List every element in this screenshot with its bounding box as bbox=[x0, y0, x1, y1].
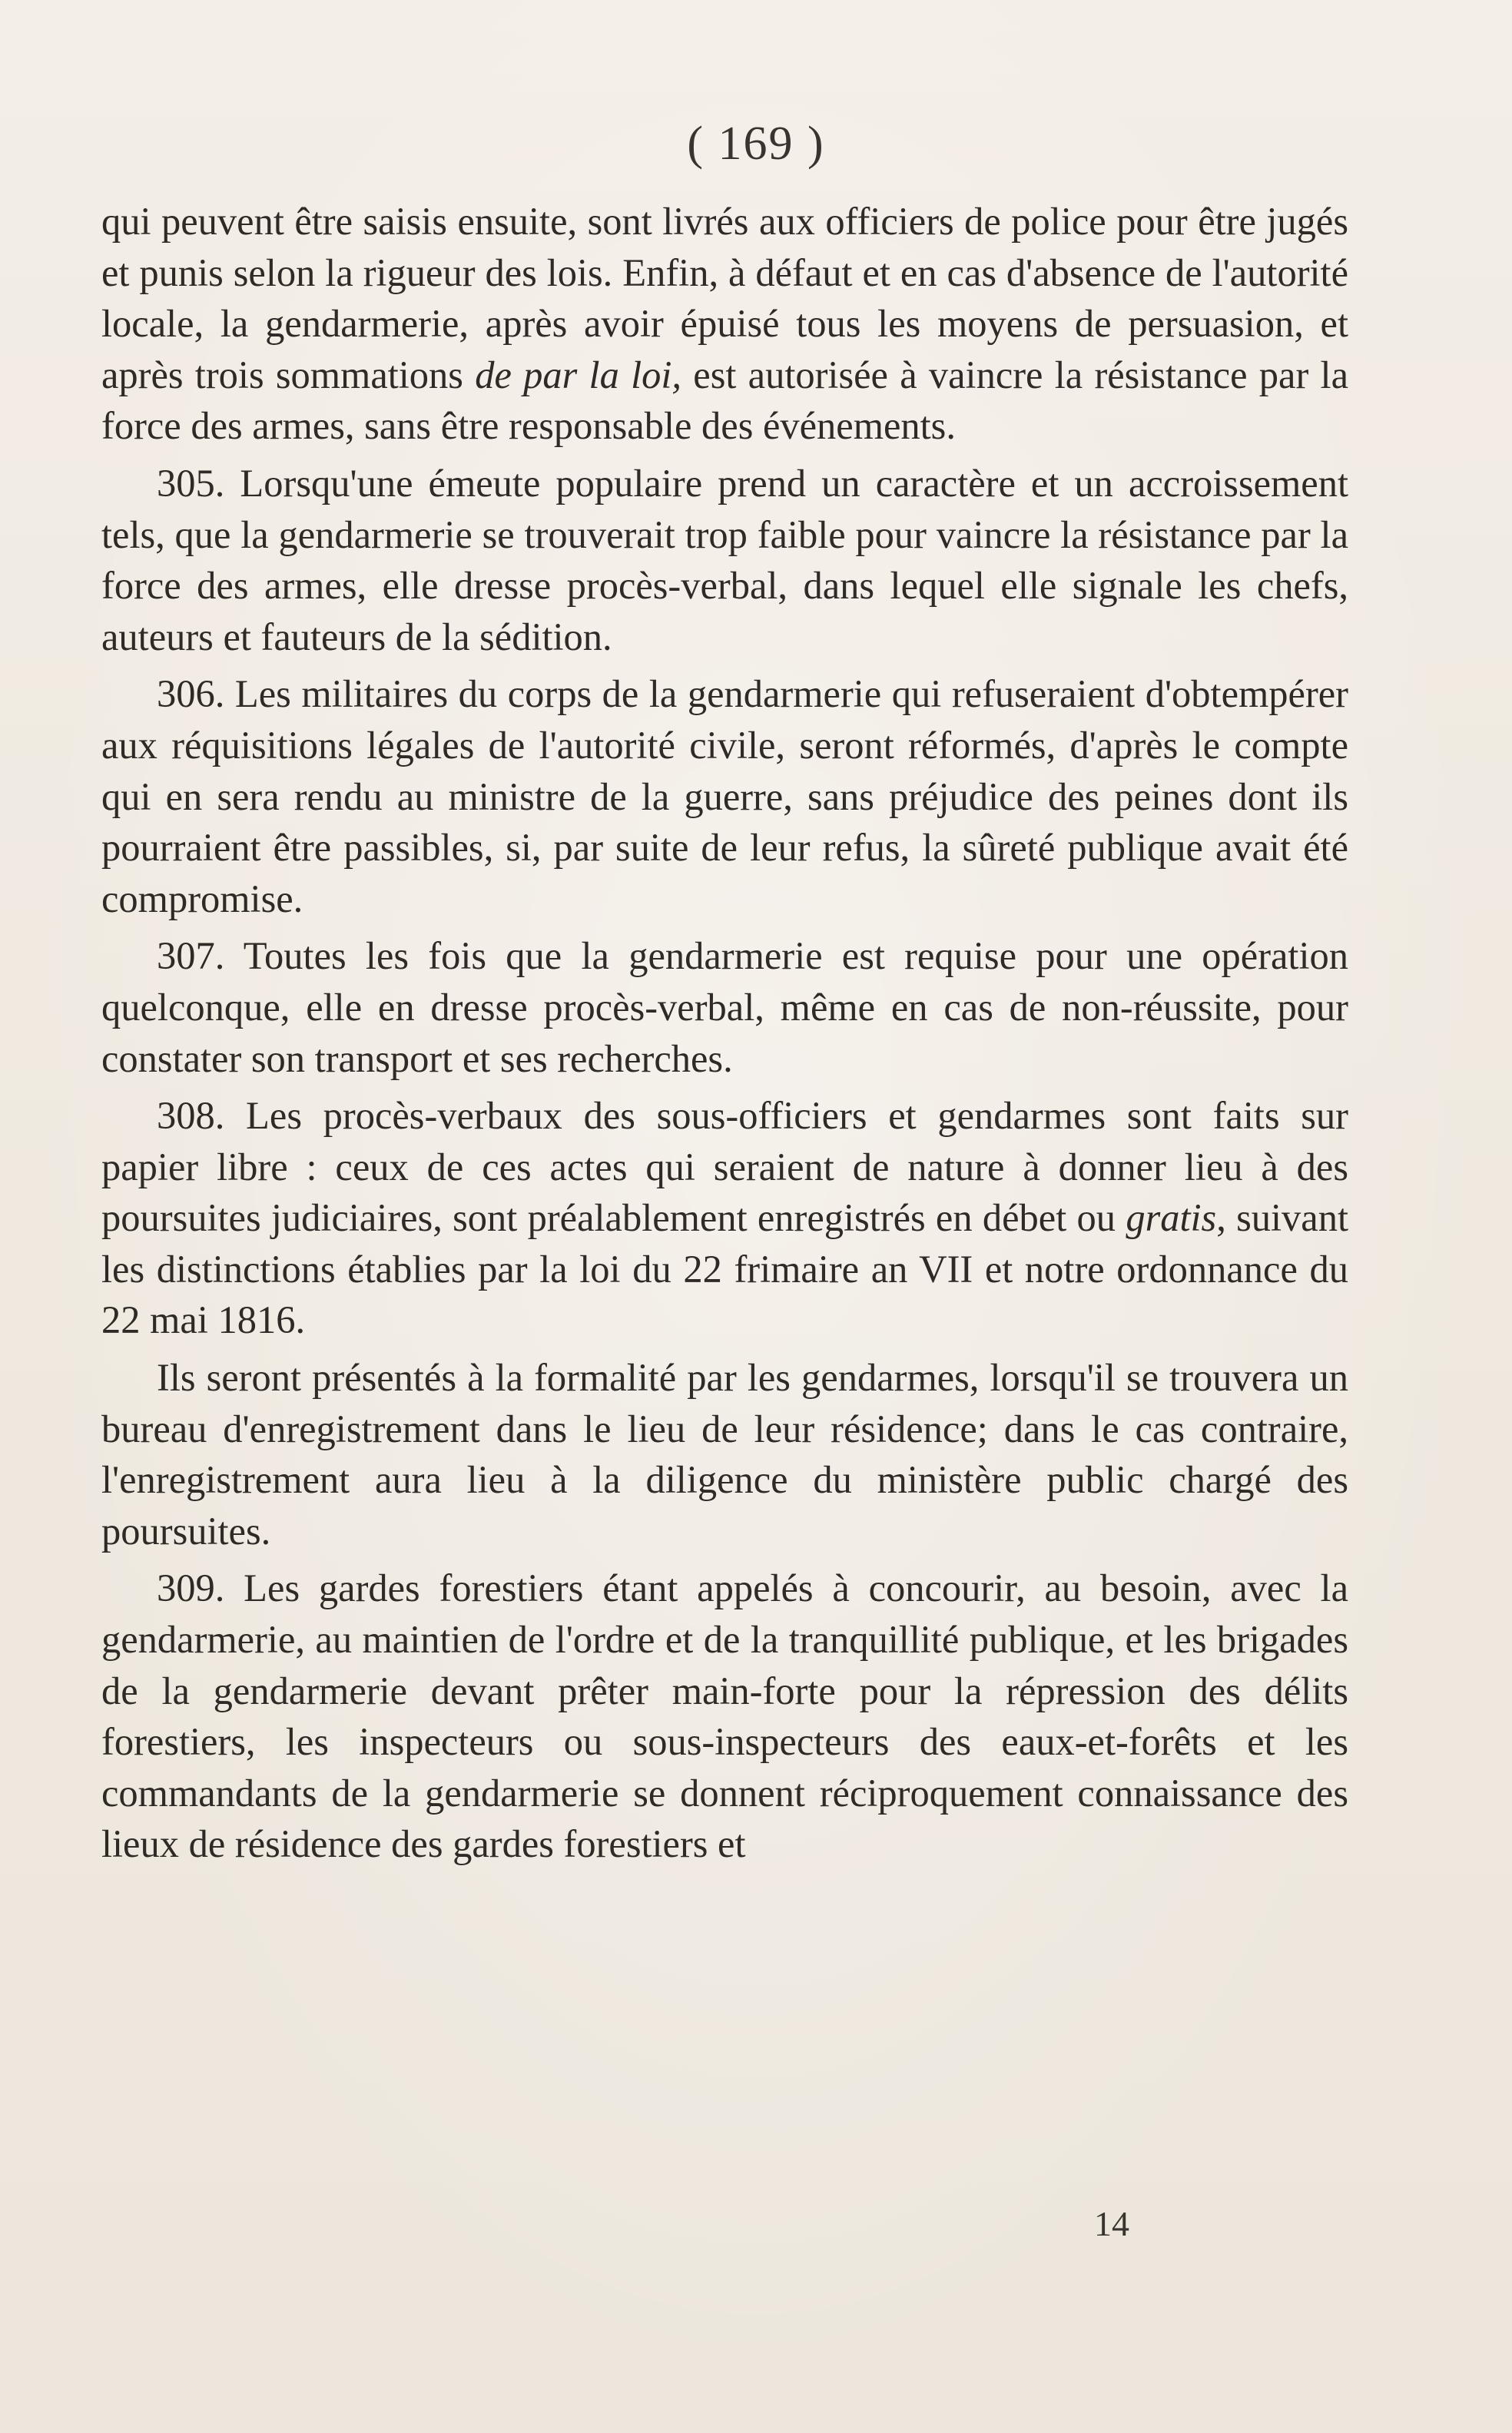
signature-mark: 14 bbox=[1094, 2204, 1129, 2243]
paragraph-continuation bbox=[101, 196, 1348, 452]
article-309: 309. Les gardes forestiers étant appelés à concourir, au besoin, avec la gendarmerie, au maintien de l'ordre et de la tranquillité publique, et les brigades de la gendarmerie devant prêter main-forte pour la répression des délits forestiers, les inspecteurs ou sous-inspecteurs des eaux-et-forêts et les commandants de la gendarmerie se donnent réciproquement connaissance des lieux de résidence des gardes forestiers et bbox=[101, 1566, 1348, 1866]
page-number-header: ( 169 ) bbox=[687, 118, 825, 170]
article-306: 306. Les militaires du corps de la gendarmerie qui refuseraient d'obtempérer aux réquisitions légales de l'autorité civile, seront réformés, d'après le compte qui en sera rendu au ministre de la guerre, sans préjudice des peines dont ils pourraient être passibles, si, par suite de leur refus, la sûreté publique avait été compromise. bbox=[101, 672, 1348, 920]
paragraph-text: est autorisée à vaincre la résistance par la force des armes, sans être responsable des événements. bbox=[101, 353, 1348, 448]
article-307: 307. Toutes les fois que la gendarmerie est requise pour une opération quelconque, elle en dresse procès-verbal, même en cas de non-réussite, pour constater son transport et ses recherches. bbox=[101, 934, 1348, 1080]
paragraph-text: , suivant les distinctions établies par la loi du 22 frimaire an VII et notre ordonnance du 22 mai 1816. bbox=[101, 1196, 1348, 1342]
article-305: 305. Lorsqu'une émeute populaire prend un caractère et un accroissement tels, que la gendarmerie se trouverait trop faible pour vaincre la résistance par la force des armes, elle dresse procès-verbal, dans lequel elle signale les chefs, auteurs et fauteurs de la sédition. bbox=[101, 461, 1348, 658]
italic-phrase: de par la loi, bbox=[475, 353, 682, 396]
body-text bbox=[101, 196, 1348, 1876]
paragraph-text: 308. Les procès-verbaux des sous-officiers et gendarmes sont faits sur papier libre : ceux de ces actes qui seraient de nature à donner lieu à des poursuites judiciaires, sont préalablement enregistrés en débet ou bbox=[101, 1094, 1348, 1240]
italic-word: gratis bbox=[1126, 1196, 1217, 1240]
article-308-continued: Ils seront présentés à la formalité par les gendarmes, lorsqu'il se trouvera un bureau d'enregistrement dans le lieu de leur résidence; dans le cas contraire, l'enregistrement aura lieu à la diligence du ministère public chargé des poursuites. bbox=[101, 1356, 1348, 1553]
paragraph-text: qui peuvent être saisis ensuite, sont livrés aux officiers de police pour être jugés et punis selon la rigueur des lois. Enfin, à défaut et en cas d'absence de l'autorité locale, la gendarmerie, après avoir épuisé tous les moyens de persuasion, et après trois sommations bbox=[101, 200, 1348, 396]
article-308 bbox=[101, 1090, 1348, 1346]
